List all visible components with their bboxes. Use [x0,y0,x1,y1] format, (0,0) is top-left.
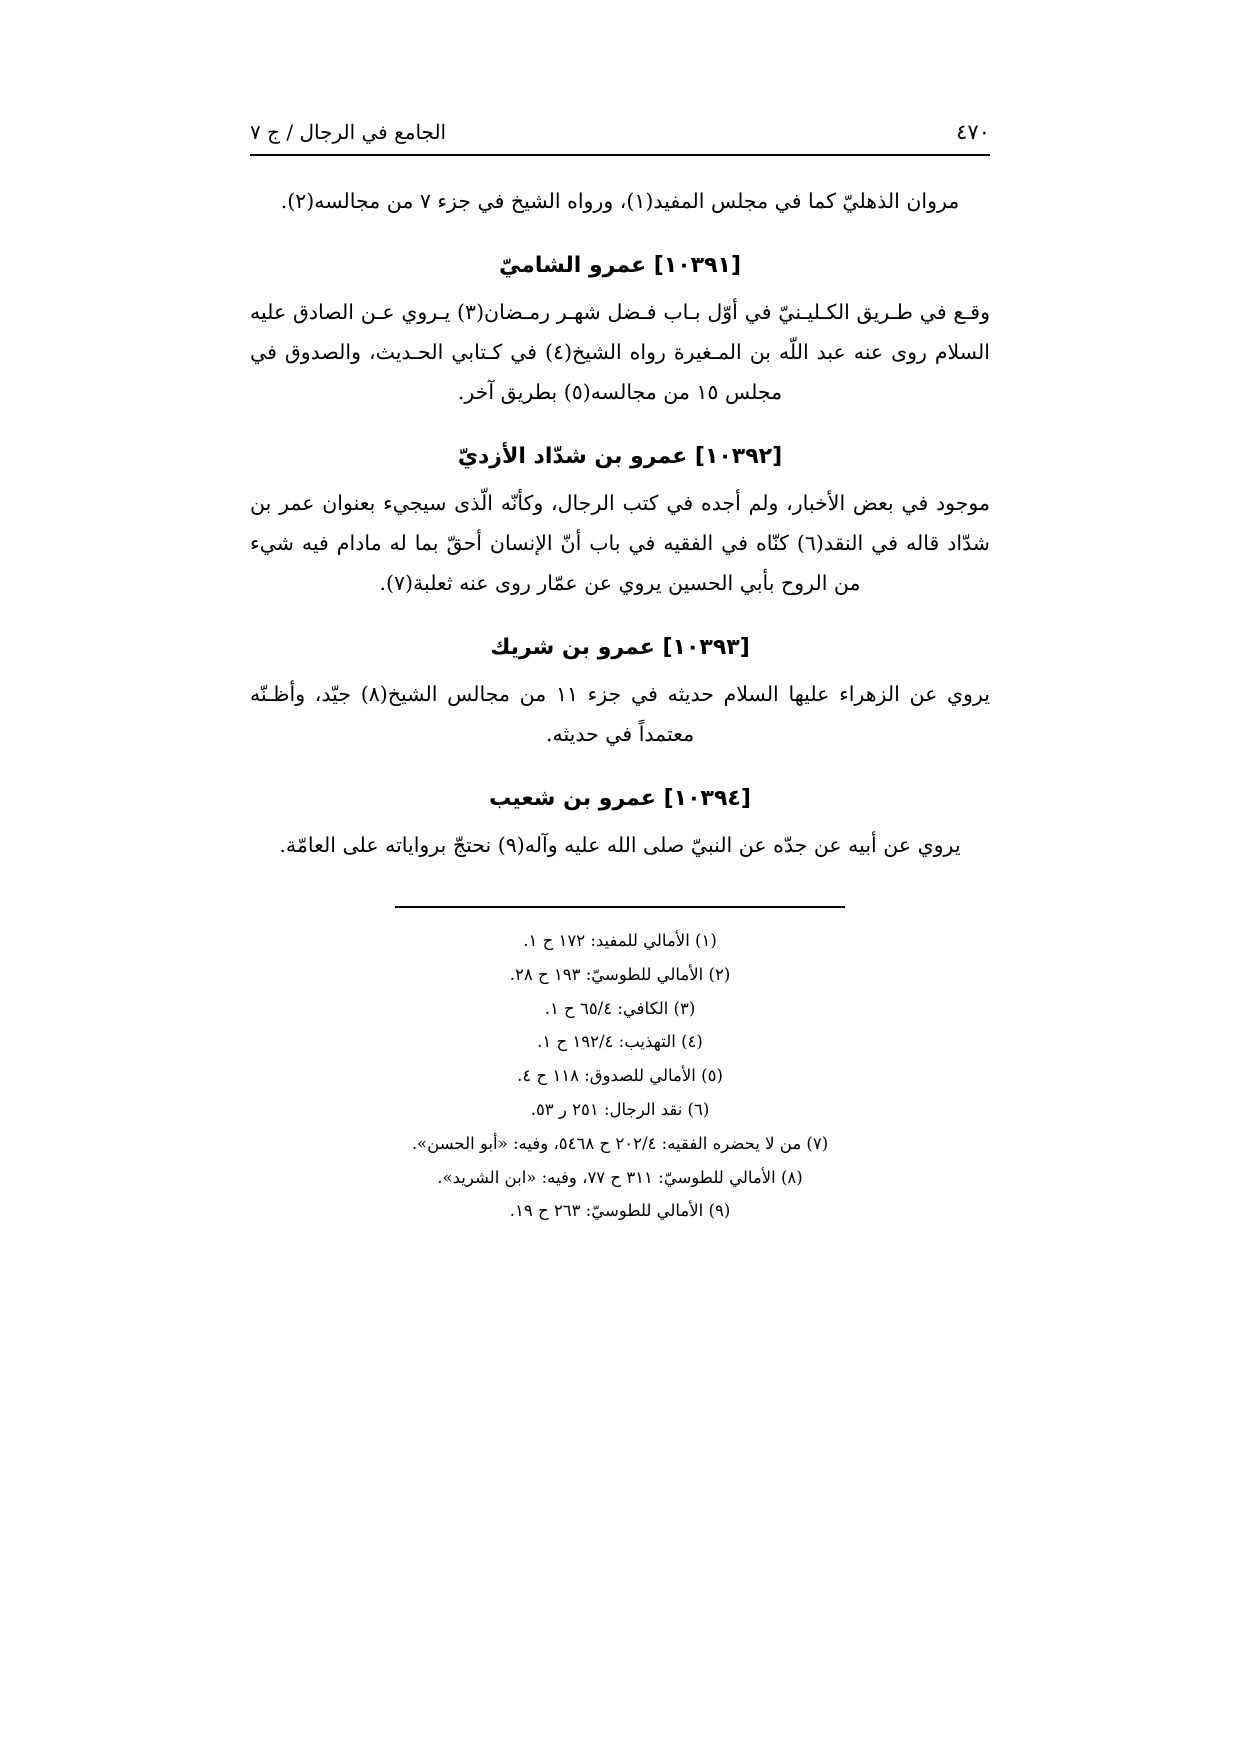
entry-title-10391: [١٠٣٩١] عمرو الشاميّ [498,252,742,278]
footnote-item: (٨) الأمالي للطوسيّ: ٣١١ ح ٧٧، وفيه: «ابن الشريد». [437,1167,803,1187]
opening-paragraph: مروان الذهليّ كما في مجلس المفيد(١)، ورواه الشيخ في جزء ٧ من مجالسه(٢). [280,189,960,213]
footnote-item: (٧) من لا يحضره الفقيه: ٢٠٢/٤ ح ٥٤٦٨، وفيه: «أبو الحسن». [411,1133,829,1153]
footnote-item: (٤) التهذيب: ١٩٢/٤ ح ١. [537,1032,703,1052]
footnote-item: (٥) الأمالي للصدوق: ١١٨ ح ٤. [517,1066,723,1086]
entry-body-10393: يروي عن الزهراء عليها السلام حديثه في جزء ١١ من مجالس الشيخ(٨) جيّد، وأظـنّه معتمداً في حديثه. [250,682,990,747]
entry-body-10391: وقـع في طـريق الكـليـنيّ في أوّل بـاب فـضل شهـر رمـضان(٣) يـروي عـن الصادق عليه السلام روى عنه عبد اللّه بن المـغيرة رواه الشيخ(٤) في كـتابي الحـديث، والصدوق في مجلس ١٥ من مجالسه(٥) بطريق آخر. [250,300,991,405]
footnote-item: (٩) الأمالي للطوسيّ: ٢٦٣ ح ١٩. [509,1201,731,1221]
footnote-item: (١) الأمالي للمفيد: ١٧٢ ح ١. [523,930,717,950]
footnote-item: (٣) الكافي: ٦٥/٤ ح ١. [544,998,696,1018]
entry-title-10392: [١٠٣٩٢] عمرو بن شدّاد الأزديّ [457,444,783,470]
footnote-separator [395,906,845,908]
page-header [250,120,990,156]
entry-body-10394: يروي عن أبيه عن جدّه عن النبيّ صلى الله عليه وآله(٩) نحتجّ برواياته على العامّة. [279,833,961,858]
footnotes-list [250,924,990,1228]
page-body [250,182,990,866]
footnote-item: (٦) نقد الرجال: ٢٥١ ر ٥٣. [530,1100,710,1119]
entry-title-10393: [١٠٣٩٣] عمرو بن شريك [490,635,750,661]
page-number: ٤٧٠ [956,120,990,144]
entry-title-10394: [١٠٣٩٤] عمرو بن شعيب [489,786,751,812]
entry-body-10392: موجود في بعض الأخبار، ولم أجده في كتب الرجال، وكأنّه الّذى سيجيء بعنوان عمر بن شدّاد قاله في النقد(٦) كنّاه في الفقيه في باب أنّ الإنسان أحقّ بما له مادام فيه شيء من الروح بأبي الحسين يروي عن عمّار روى عنه ثعلبة(٧). [250,491,990,596]
footnote-item: (٢) الأمالي للطوسيّ: ١٩٣ ح ٢٨. [509,964,731,984]
book-title: الجامع في الرجال / ج ٧ [250,120,447,144]
